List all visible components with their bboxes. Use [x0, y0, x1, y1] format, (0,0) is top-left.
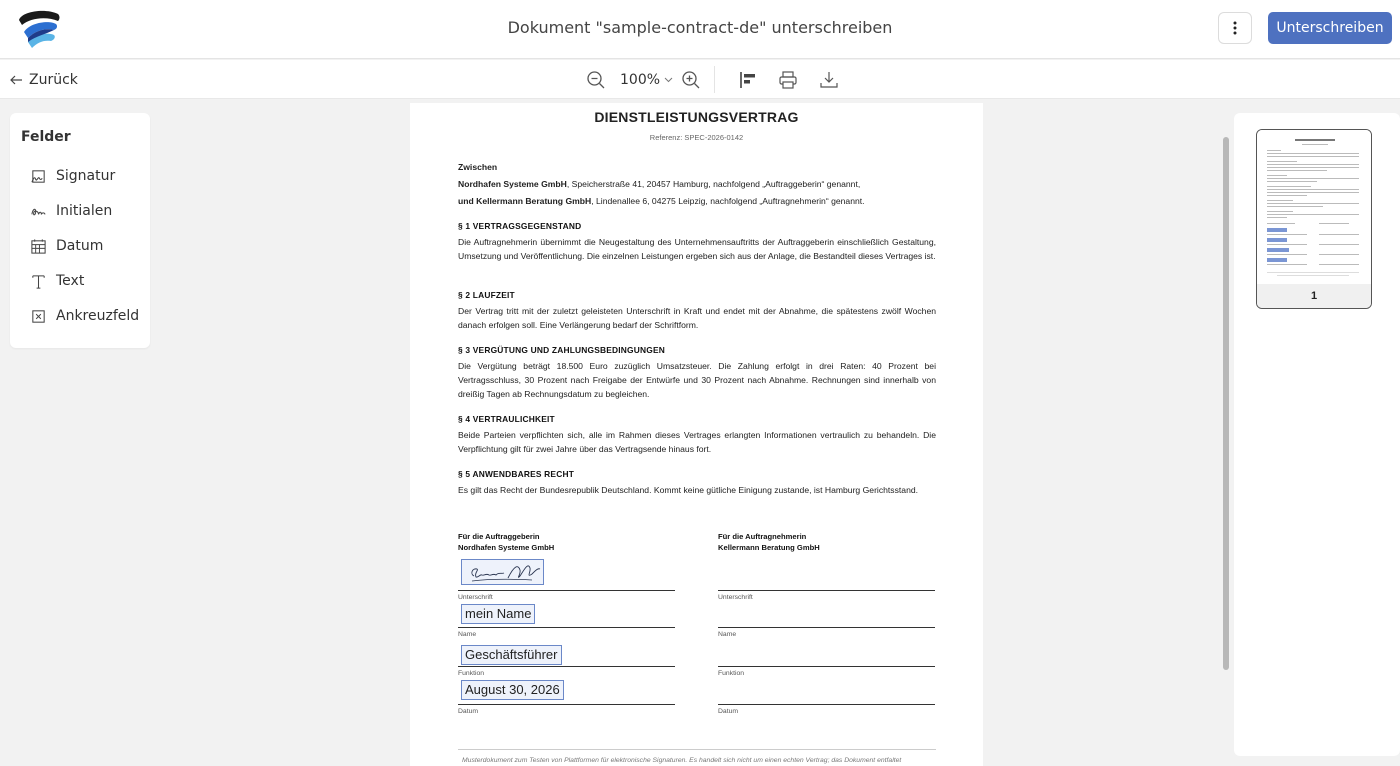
- field-text[interactable]: [30, 270, 84, 292]
- parties-intro: Zwischen: [458, 162, 498, 172]
- signature-block-contractor: [718, 531, 935, 553]
- zoom-in-button[interactable]: [680, 69, 702, 91]
- print-button[interactable]: [777, 69, 799, 91]
- page-thumbnail[interactable]: [1256, 129, 1372, 309]
- section-body: Beide Parteien verpflichten sich, alle im Rahmen dieses Vertrages erlangten Informationen vertraulich zu behandeln. Die Verpflichtung gilt für zwei Jahre über das Vertragsende hinaus fort.: [458, 430, 936, 454]
- back-link[interactable]: [10, 72, 78, 88]
- field-signature[interactable]: [30, 165, 115, 187]
- calendar-icon: [30, 238, 47, 255]
- field-checkbox-label: Ankreuzfeld: [56, 308, 140, 324]
- sign-button[interactable]: Unterschreiben: [1268, 12, 1392, 44]
- date-label: Datum: [458, 708, 479, 715]
- download-button[interactable]: [818, 69, 840, 91]
- section-heading: § 2 LAUFZEIT: [458, 290, 515, 300]
- section-heading: § 1 VERTRAGSGEGENSTAND: [458, 221, 582, 231]
- function-line: [718, 666, 935, 667]
- align-button[interactable]: [737, 69, 759, 91]
- handwritten-signature: [462, 560, 543, 584]
- document-scrollbar[interactable]: [1223, 137, 1229, 670]
- footer-divider: [458, 749, 936, 750]
- section-heading: § 3 VERGÜTUNG UND ZAHLUNGSBEDINGUNGEN: [458, 345, 666, 355]
- document-toolbar: [0, 60, 1400, 99]
- signature-icon: [30, 168, 47, 185]
- kebab-icon: [1233, 21, 1237, 35]
- party-2: [458, 194, 936, 208]
- field-checkbox[interactable]: [30, 305, 139, 327]
- thumbnail-panel: [1234, 113, 1400, 756]
- fields-panel-title: Felder: [21, 129, 71, 145]
- function-label: Funktion: [718, 670, 745, 677]
- section-body: Der Vertrag tritt mit der zuletzt geleisteten Unterschrift in Kraft und endet mit der Abnahme, die spätestens zwölf Wochen danach erfolgen soll. Eine Verlängerung bedarf der Schriftform.: [458, 306, 936, 330]
- more-options-button[interactable]: [1218, 12, 1252, 44]
- section-heading: § 4 VERTRAULICHKEIT: [458, 414, 555, 424]
- initials-icon: [30, 203, 47, 220]
- back-label: Zurück: [29, 72, 78, 88]
- name-line: [718, 627, 935, 628]
- zoom-in-icon: [681, 70, 701, 90]
- date-field[interactable]: August 30, 2026: [461, 680, 564, 700]
- document-footer: Musterdokument zum Testen von Plattformen für elektronische Signaturen. Es handelt sich nicht um einen echten Vertrag; das Dokument entfaltet: [462, 757, 902, 764]
- party-1: [458, 177, 936, 191]
- field-initials-label: Initialen: [56, 203, 113, 219]
- field-signature-label: Signatur: [56, 168, 116, 184]
- name-label: Name: [458, 631, 477, 638]
- signature-line: [458, 590, 675, 591]
- date-label: Datum: [718, 708, 739, 715]
- zoom-out-icon: [586, 70, 606, 90]
- party-1-details: , Speicherstraße 41, 20457 Hamburg, nachfolgend „Auftraggeberin“ genannt,: [566, 179, 861, 189]
- name-label: Name: [718, 631, 737, 638]
- party-1-name: Nordhafen Systeme GmbH: [458, 179, 567, 189]
- contract-reference: Referenz: SPEC-2026-0142: [649, 133, 744, 142]
- thumbnail-page-number: 1: [1257, 284, 1371, 308]
- field-initials[interactable]: [30, 200, 112, 222]
- name-field[interactable]: mein Name: [461, 604, 535, 624]
- party-2-details: , Lindenallee 6, 04275 Leipzig, nachfolgend „Auftragnehmerin“ genannt.: [591, 196, 865, 206]
- zoom-select[interactable]: [620, 72, 673, 88]
- signature-block-company: Nordhafen Systeme GmbH: [458, 543, 555, 552]
- checkbox-icon: [30, 308, 47, 325]
- zoom-level: 100%: [620, 72, 661, 88]
- align-icon: [738, 70, 758, 90]
- document-title: Dokument "sample-contract-de" unterschreiben: [507, 18, 893, 37]
- signature-label: Unterschrift: [458, 594, 493, 601]
- section-heading: § 5 ANWENDBARES RECHT: [458, 469, 575, 479]
- signature-line: [718, 590, 935, 591]
- contract-title: DIENSTLEISTUNGSVERTRAG: [594, 109, 799, 125]
- signature-block-heading: Für die Auftragnehmerin: [718, 532, 807, 541]
- zoom-out-button[interactable]: [585, 69, 607, 91]
- toolbar-divider: [714, 66, 715, 93]
- signature-block-heading: Für die Auftraggeberin: [458, 532, 540, 541]
- chevron-down-icon: [664, 77, 673, 83]
- function-line: [458, 666, 675, 667]
- signature-label: Unterschrift: [718, 594, 753, 601]
- thumbnail-preview: [1257, 130, 1371, 284]
- function-label: Funktion: [458, 670, 485, 677]
- print-icon: [778, 70, 798, 90]
- section-body: Die Vergütung beträgt 18.500 Euro zuzüglich Umsatzsteuer. Die Zahlung erfolgt in drei Raten: 40 Prozent bei Vertragsschluss, 30 Prozent nach Freigabe der Entwürfe und 30 Prozent nach Abnahme. Rechnungen sind innerhalb von dreißig Tagen ab Rechnungsdatum zu begleichen.: [458, 361, 936, 399]
- app-header: [0, 0, 1400, 59]
- party-2-prefix: und: [458, 196, 477, 206]
- arrow-left-icon: [10, 75, 23, 85]
- name-line: [458, 627, 675, 628]
- function-field[interactable]: Geschäftsführer: [461, 645, 562, 665]
- date-line: [718, 704, 935, 705]
- section-body: Die Auftragnehmerin übernimmt die Neugestaltung des Unternehmensauftritts der Auftraggeberin einschließlich Gestaltung, Umsetzung und Veröffentlichung. Die einzelnen Leistungen ergeben sich aus der Anlage, die Bestandteil dieses Vertrages ist.: [458, 237, 936, 261]
- field-date-label: Datum: [56, 238, 104, 254]
- field-date[interactable]: [30, 235, 103, 257]
- signature-block-company: Kellermann Beratung GmbH: [718, 543, 820, 552]
- document-page: [410, 103, 983, 766]
- date-line: [458, 704, 675, 705]
- party-2-name: Kellermann Beratung GmbH: [476, 196, 592, 206]
- field-text-label: Text: [56, 273, 85, 289]
- signature-field-filled[interactable]: [461, 559, 544, 585]
- section-body: Es gilt das Recht der Bundesrepublik Deutschland. Kommt keine gütliche Einigung zustande, ist Hamburg Gerichtsstand.: [458, 485, 919, 495]
- fields-panel: [10, 113, 150, 348]
- text-icon: [30, 273, 47, 290]
- signature-block-client: [458, 531, 675, 553]
- download-icon: [819, 70, 839, 90]
